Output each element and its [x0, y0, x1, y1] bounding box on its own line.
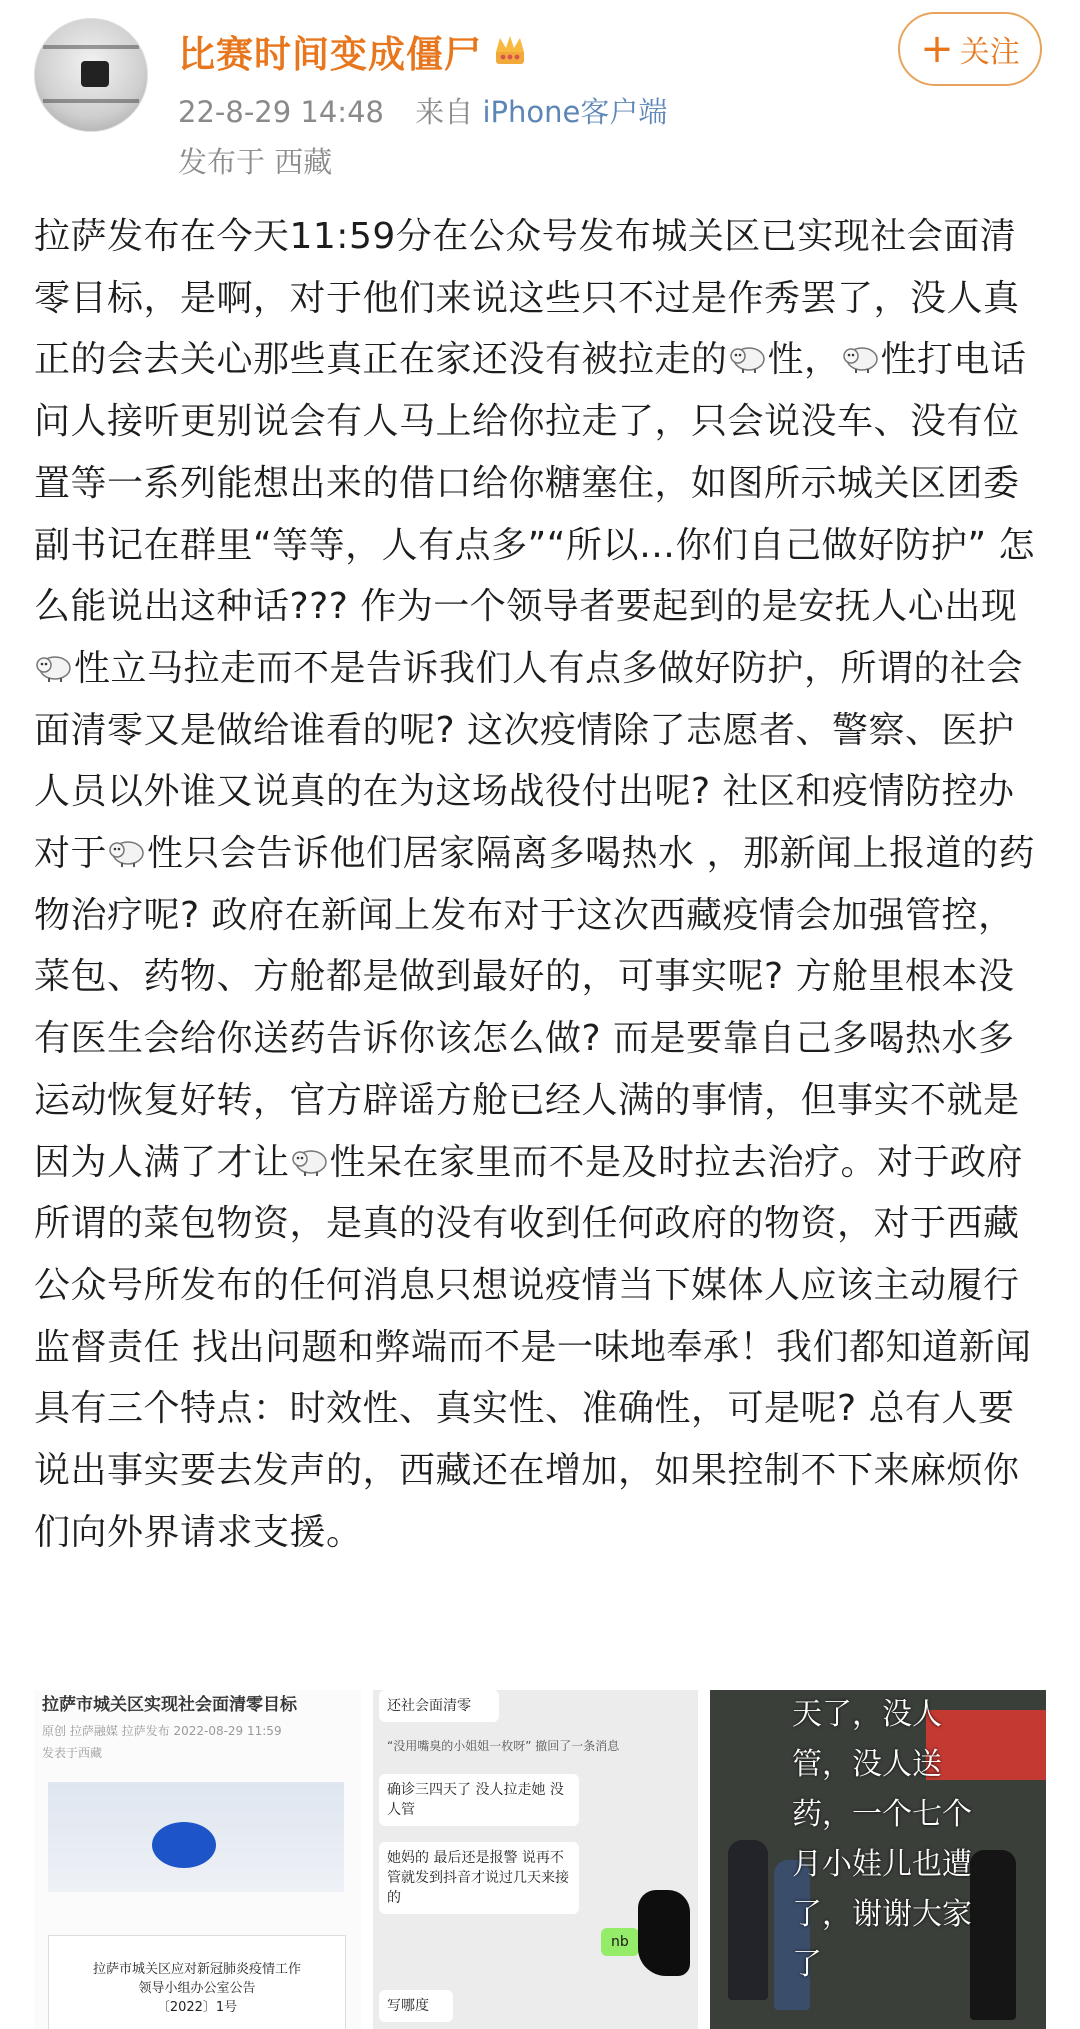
body-text-segment: 性立马拉走而不是告诉我们人有点多做好防护，所谓的社会面清零又是做给谁看的呢? 这次疫情除了志愿者、警察、医护人员以外谁又说真的在为这场战役付出呢? 社区和疫情防控办对于: [34, 647, 1024, 875]
chat-bubble: 确诊三四天了 没人拉走她 没人管: [379, 1774, 579, 1826]
post-body: [34, 206, 1044, 1563]
photo-person: [970, 1850, 1016, 2020]
body-text-segment: 性呆在家里而不是及时拉去治疗。对于政府所谓的菜包物资，是真的没有收到任何政府的物资，对于西藏公众号所发布的任何消息只想说疫情当下媒体人应该主动履行监督责任 找出问题和弊端而不是一味地奉承！我们都知道新闻具有三个特点：时效性、真实性、准确性，可是呢? 总有人要说出事实要去发声的，西藏还在增加，如果控制不下来麻烦你们向外界请求支援。: [34, 1141, 1032, 1553]
image-thumbnail-article[interactable]: [34, 1690, 361, 2029]
body-text-segment: 性，: [767, 339, 841, 381]
avatar-figure: [81, 61, 109, 87]
chat-bubble: 还社会面清零: [379, 1690, 499, 1722]
chat-bubble: 写哪度: [379, 1990, 453, 2022]
avatar-text-line: [43, 99, 139, 103]
sheep-icon: [290, 1136, 330, 1170]
avatar[interactable]: [34, 18, 148, 132]
source-prefix: 来自: [415, 95, 474, 129]
image-thumbnail-chat[interactable]: [373, 1690, 698, 2029]
photo-caption: 天了，没人管，没人送药，一个七个月小娃儿也遭了，谢谢大家了: [792, 1697, 972, 1982]
image-grid: [34, 1690, 1046, 2029]
article-location: 发表于西藏: [42, 1746, 103, 1760]
notice-line: 领导小组办公室公告: [138, 1981, 256, 1996]
article-byline: 原创 拉萨融媒 拉萨发布 2022-08-29 11:59: [42, 1724, 282, 1738]
plus-icon: +: [920, 26, 954, 72]
body-text-segment: 拉萨发布在今天11:59分在公众号发布城关区已实现社会面清零目标，是啊，对于他们来说这些只不过是作秀罢了，没人真正的会去关心那些真正在家还没有被拉走的: [34, 216, 1020, 381]
sheep-icon: [841, 333, 881, 367]
follow-button[interactable]: [898, 12, 1042, 86]
notice-box: [48, 1935, 346, 2029]
article-banner-logo: [152, 1822, 216, 1868]
chat-bubble-self: nb: [601, 1928, 639, 1956]
redaction-blob: [638, 1890, 690, 1976]
sheep-icon: [34, 642, 74, 676]
body-text-segment: 性只会告诉他们居家隔离多喝热水 ，那新闻上报道的药物治疗呢? 政府在新闻上发布对于这次西藏疫情会加强管控，菜包、药物、方舱都是做到最好的，可事实呢? 方舱里根本没有医生会给你送药告诉你该怎么做? 而是要靠自己多喝热水多运动恢复好转，官方辟谣方舱已经人满的事情，但事实不就是因为人满了才让: [34, 833, 1035, 1183]
post-source[interactable]: iPhone客户端: [482, 95, 668, 129]
image-thumbnail-photo[interactable]: [710, 1690, 1046, 2029]
photo-person: [728, 1840, 768, 2000]
sheep-icon: [728, 333, 768, 367]
author-row: [178, 24, 528, 78]
avatar-text-line: [43, 45, 139, 49]
sheep-icon: [107, 827, 147, 861]
chat-recall-notice: “没用嘴臭的小姐姐一枚呀” 撤回了一条消息: [387, 1739, 620, 1753]
author-name[interactable]: 比赛时间变成僵尸: [178, 33, 482, 76]
post-timestamp: 22-8-29 14:48: [178, 95, 384, 129]
body-text-segment: 性打电话问人接听更别说会有人马上给你拉走了，只会说没车、没有位置等一系列能想出来的借口给你糖塞住，如图所示城关区团委副书记在群里“等等，人有点多”“所以…你们自己做好防护” 怎么能说出这种话??? 作为一个领导者要起到的是安抚人心出现: [34, 339, 1036, 628]
notice-line: 〔2022〕1号: [156, 2000, 238, 2015]
post-header: [0, 0, 1080, 190]
notice-line: 拉萨市城关区应对新冠肺炎疫情工作: [92, 1962, 301, 1977]
article-title: 拉萨市城关区实现社会面清零目标: [42, 1695, 297, 1715]
chat-bubble: 她妈的 最后还是报警 说再不管就发到抖音才说过几天来接的: [379, 1842, 579, 1914]
follow-label: 关注: [959, 35, 1020, 70]
post-location: 发布于 西藏: [178, 145, 333, 179]
crown-icon: [492, 34, 528, 68]
post-meta: [178, 90, 667, 131]
